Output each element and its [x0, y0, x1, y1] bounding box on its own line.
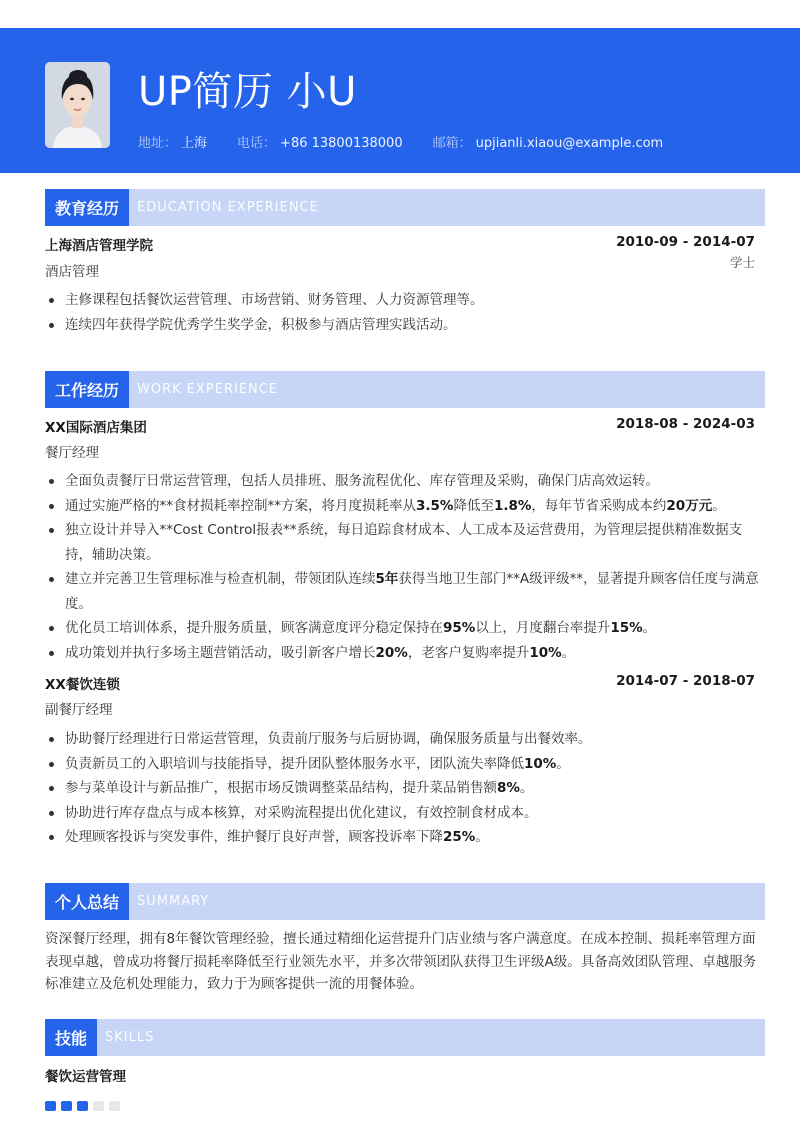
section-title-en: EDUCATION EXPERIENCE: [137, 200, 319, 215]
skill-dot: [77, 1101, 88, 1111]
list-item: 通过实施严格的**食材损耗率控制**方案，将月度损耗率从3.5%降低至1.8%，每年节省采购成本约20万元。: [45, 494, 760, 519]
section-header-skills: [45, 1019, 765, 1056]
company-name: XX餐饮连锁: [45, 677, 120, 693]
major: 酒店管理: [45, 264, 99, 280]
skill-dot: [109, 1101, 120, 1111]
section-title: 个人总结: [45, 883, 129, 920]
education-date: 2010-09 - 2014-07: [616, 234, 755, 250]
list-item: 负责新员工的入职培训与技能指导，提升团队整体服务水平，团队流失率降低10%。: [45, 752, 760, 777]
list-item: 处理顾客投诉与突发事件，维护餐厅良好声誉，顾客投诉率下降25%。: [45, 825, 760, 850]
avatar: [45, 62, 110, 148]
section-title: 工作经历: [45, 371, 129, 408]
section-title-en: SKILLS: [105, 1030, 155, 1045]
email-label: 邮箱：: [432, 136, 472, 151]
list-item: 全面负责餐厅日常运营管理，包括人员排班、服务流程优化、库存管理及采购，确保门店高效运转。: [45, 469, 760, 494]
contact-info: [138, 132, 693, 151]
phone-label: 电话：: [237, 136, 277, 151]
list-item: 参与菜单设计与新品推广，根据市场反馈调整菜品结构，提升菜品销售额8%。: [45, 776, 760, 801]
portrait-icon: [45, 62, 110, 148]
job-position: 餐厅经理: [45, 445, 99, 461]
address-value: 上海: [181, 136, 208, 151]
contact-address: [138, 132, 207, 151]
company-name: XX国际酒店集团: [45, 420, 147, 436]
job-position: 副餐厅经理: [45, 702, 113, 718]
list-item: 优化员工培训体系，提升服务质量，顾客满意度评分稳定保持在95%以上，月度翻台率提升15%。: [45, 616, 760, 641]
job-date: 2014-07 - 2018-07: [616, 673, 755, 689]
job-entry-head: [45, 673, 755, 693]
skill-level-indicator: [45, 1101, 120, 1111]
school-name: 上海酒店管理学院: [45, 238, 153, 254]
section-title: 技能: [45, 1019, 97, 1056]
skill-dot: [61, 1101, 72, 1111]
list-item: 建立并完善卫生管理标准与检查机制，带领团队连续5年获得当地卫生部门**A级评级**，显著提升顾客信任度与满意度。: [45, 567, 760, 616]
list-item: 主修课程包括餐饮运营管理、市场营销、财务管理、人力资源管理等。: [45, 288, 760, 313]
list-item: 连续四年获得学院优秀学生奖学金，积极参与酒店管理实践活动。: [45, 313, 760, 338]
section-title-en: WORK EXPERIENCE: [137, 382, 279, 397]
email-value: upjianli.xiaou@example.com: [475, 136, 664, 151]
skill-dot: [45, 1101, 56, 1111]
job-bullets: [45, 727, 760, 850]
degree: 学士: [729, 255, 755, 270]
summary-text: 资深餐厅经理，拥有8年餐饮管理经验，擅长通过精细化运营提升门店业绩与客户满意度。在成本控制、损耗率管理方面表现卓越，曾成功将餐厅损耗率降低至行业领先水平，并多次带领团队获得卫生评级A级。具备高效团队管理、卓越服务标准建立及危机处理能力，致力于为顾客提供一流的用餐体验。: [45, 931, 757, 992]
list-item: 成功策划并执行多场主题营销活动，吸引新客户增长20%，老客户复购率提升10%。: [45, 641, 760, 666]
section-title-en: SUMMARY: [137, 894, 210, 909]
skill-dot: [93, 1101, 104, 1111]
section-header-summary: [45, 883, 765, 920]
section-header-work: [45, 371, 765, 408]
section-header-education: [45, 189, 765, 226]
job-date: 2018-08 - 2024-03: [616, 416, 755, 432]
list-item: 独立设计并导入**Cost Control报表**系统，每日追踪食材成本、人工成本及运营费用，为管理层提供精准数据支持，辅助决策。: [45, 518, 760, 567]
contact-phone: [237, 132, 403, 151]
job-entry-head: [45, 416, 755, 436]
list-item: 协助餐厅经理进行日常运营管理，负责前厅服务与后厨协调，确保服务质量与出餐效率。: [45, 727, 760, 752]
candidate-name: UP简历 小U: [138, 69, 357, 115]
address-label: 地址：: [138, 136, 178, 151]
resume-header: [0, 28, 800, 173]
list-item: 协助进行库存盘点与成本核算，对采购流程提出优化建议，有效控制食材成本。: [45, 801, 760, 826]
section-title: 教育经历: [45, 189, 129, 226]
contact-email: [433, 132, 664, 151]
job-bullets: [45, 469, 760, 665]
phone-value: +86 13800138000: [280, 136, 403, 151]
skill-name: 餐饮运营管理: [45, 1069, 126, 1085]
education-bullets: [45, 288, 760, 337]
education-entry-head: [45, 234, 755, 254]
